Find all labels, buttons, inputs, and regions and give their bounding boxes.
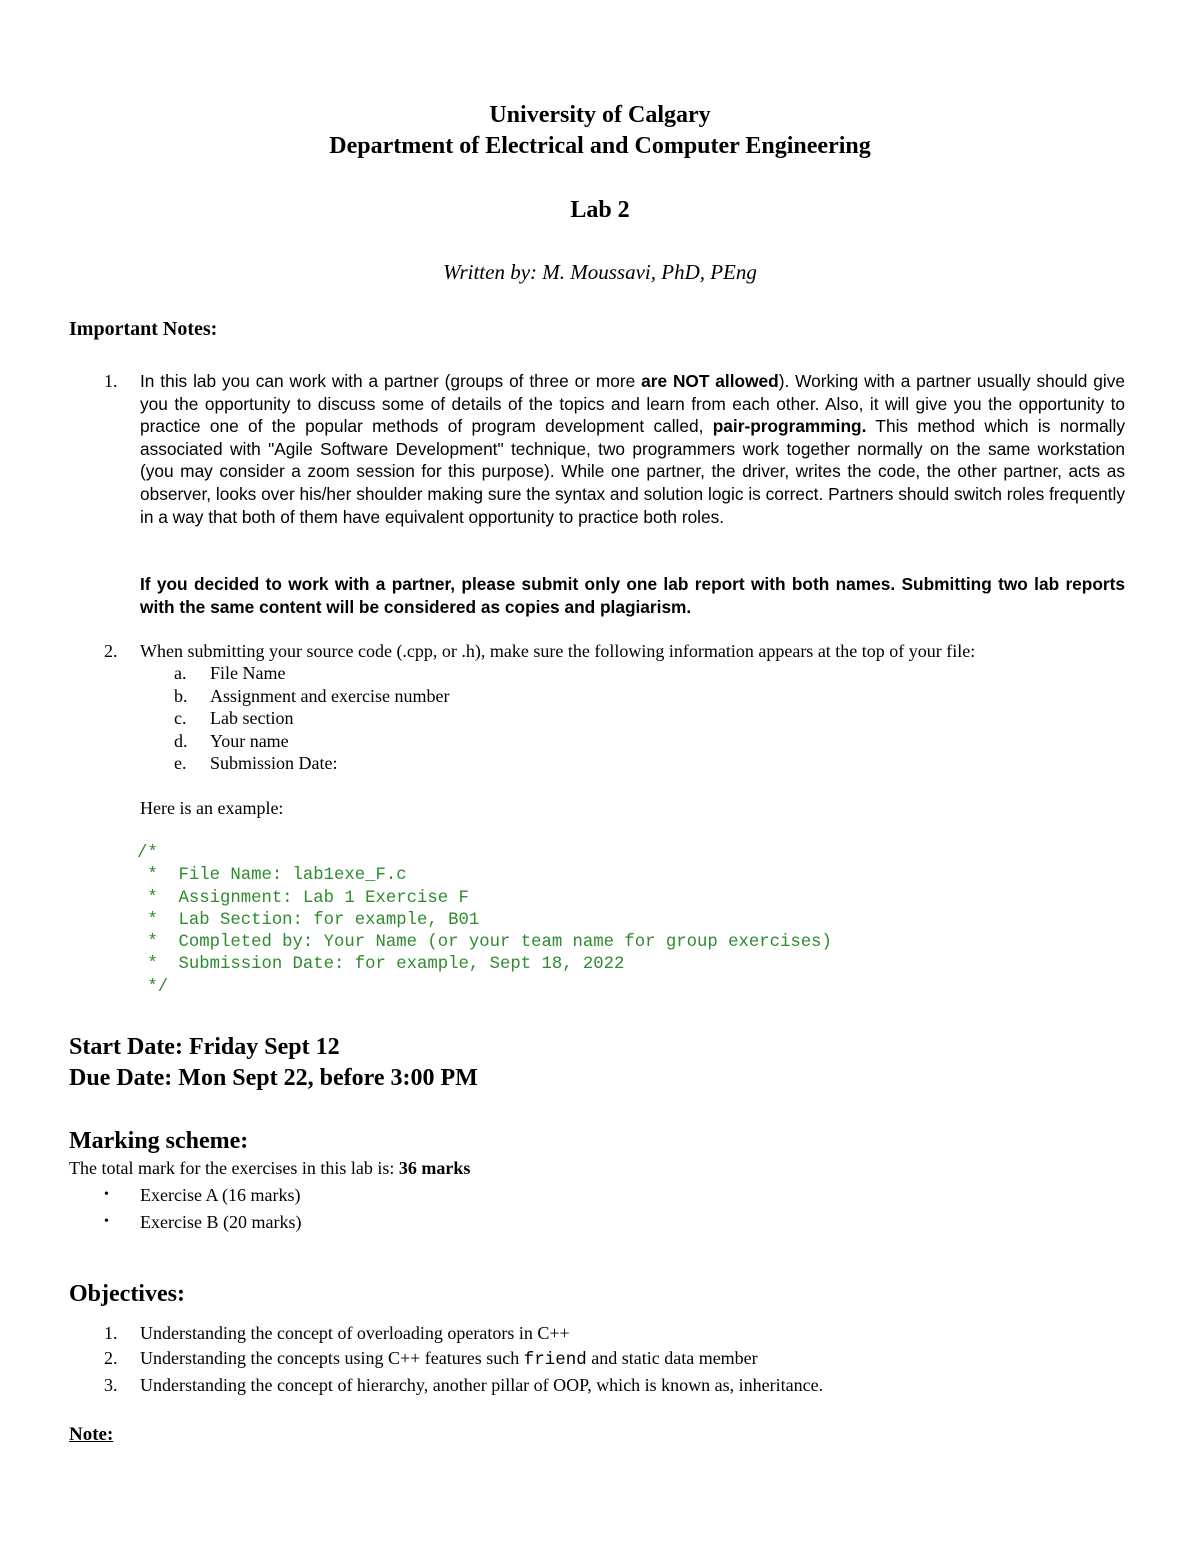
code-line: */ xyxy=(137,977,169,997)
author-line: Written by: M. Moussavi, PhD, PEng xyxy=(443,260,757,284)
objectives-heading: Objectives: xyxy=(69,1281,185,1307)
total-mark-line xyxy=(69,1158,470,1179)
objective-1-number: 1. xyxy=(104,1323,118,1343)
start-date: Start Date: Friday Sept 12 xyxy=(69,1034,340,1060)
note-label: Note: xyxy=(69,1424,114,1445)
objective-3-number: 3. xyxy=(104,1375,118,1395)
bullet-icon: • xyxy=(104,1214,109,1229)
note-1-bold-a: are NOT allowed xyxy=(641,371,779,391)
note-1-bold-b: pair-programming. xyxy=(712,416,867,437)
objective-1-text: Understanding the concept of overloading operators in C++ xyxy=(140,1323,570,1343)
friend-keyword: friend xyxy=(523,1350,587,1370)
objective-3-text: Understanding the concept of hierarchy, another pillar of OOP, which is known as, inheritance. xyxy=(140,1375,824,1395)
due-date: Due Date: Mon Sept 22, before 3:00 PM xyxy=(69,1065,478,1091)
code-line: * Completed by: Your Name (or your team name for group exercises) xyxy=(137,933,832,953)
total-mark-value: 36 marks xyxy=(398,1158,471,1178)
note-2-number: 2. xyxy=(104,641,118,661)
code-line: * Submission Date: for example, Sept 18, 2022 xyxy=(137,955,625,975)
lab-title: Lab 2 xyxy=(570,197,630,223)
important-notes-heading: Important Notes: xyxy=(69,318,218,340)
code-example-block xyxy=(137,843,832,999)
objective-2-text: Understanding the concepts using C++ features such friend and static data member xyxy=(140,1348,758,1370)
note-1-text-a: In this lab you can work with a partner (groups of three or more xyxy=(140,371,642,391)
note-1-paragraph xyxy=(140,370,1125,528)
example-intro: Here is an example: xyxy=(140,798,284,818)
bullet-icon: • xyxy=(104,1187,109,1202)
marking-scheme-heading: Marking scheme: xyxy=(69,1128,249,1154)
note-1-text-b: ). Working with a partner usually should give you the opportunity to discuss some of details of the topics and learn from each other. Also, it will give you the opportunity to practice one of the popular methods of program development called, xyxy=(140,371,1125,437)
objective-2-number: 2. xyxy=(104,1348,118,1368)
department-title: Department of Electrical and Computer Engineering xyxy=(329,133,871,159)
note-2-intro: When submitting your source code (.cpp, or .h), make sure the following information appears at the top of your file: xyxy=(140,641,976,661)
code-line: * Lab Section: for example, B01 xyxy=(137,910,480,930)
total-mark-prefix: The total mark for the exercises in this lab is: xyxy=(69,1158,399,1178)
note-1-text-c: This method which is normally associated with "Agile Software Development" technique, two programmers work together normally on the same workstation (you may consider a zoom session for this purpose). While one partner, the driver, writes the code, the other partner, acts as observer, looks over his/her shoulder making sure the syntax and solution logic is correct. Partners should switch roles frequently in a way that both of them have equivalent opportunity to practice both roles. xyxy=(140,416,1125,527)
document-page: University of Calgary Department of Electrical and Computer Engineering Lab 2 Written by: M. Moussavi, PhD, PEng Important Notes: 1. In this lab you can work with a partner (groups of three or more are NOT allowed). Working with a partner usually should give you the opportunity to discuss some of details of the topics and learn from each other. Also, it will give you the opportunity to practice one of the popular methods of program development called, pair-programming. This method which is normally associated with "Agile Software Development" technique, two programmers work together normally on the same workstation (you may consider a zoom session for this purpose). While one partner, the driver, writes the code, the other partner, acts as observer, looks over his/her shoulder making sure the syntax and solution logic is correct. Partners should switch roles frequently in a way that both of them have equivalent opportunity to practice both roles. If you decided to work with a partner, please submit only one lab report with both names. Submitting two lab reports with the same content will be considered as copies and plagiarism. 2. When submitting your source code (.cpp, or .h), make sure the following information appears at the top of your file: a. File Name b. Assignment and exercise number c. Lab section d. Your name e. Submission Date: Here is an example: /* * File Name: lab1exe_F.c * Assignment: Lab 1 Exercise F * Lab Section: for example, B01 * Completed by: Your Name (or your team name for group exercises) * Submission Date: for example, Sept 18, 2022 */ Start Date: Friday Sept 12 Due Date: Mon Sept 22, before 3:00 PM Marking scheme: The total mark for the exercises in this lab is: 36 marks • Exercise A (16 marks) • Exercise B (20 marks) Objectives: 1. Understanding the concept of overloading operators in C++ 2. Understanding the concepts using C++ features such friend and static data member 3. Understanding the concept of hierarchy, another pillar of OOP, which is known as, inheritance. Note: xyxy=(0,0,1200,1553)
marking-item-b: Exercise B (20 marks) xyxy=(140,1212,302,1232)
code-line: * Assignment: Lab 1 Exercise F xyxy=(137,888,469,908)
code-line: /* xyxy=(137,844,158,863)
code-line: * File Name: lab1exe_F.c xyxy=(137,866,407,886)
university-title: University of Calgary xyxy=(489,102,711,128)
note-1-number: 1. xyxy=(104,371,118,391)
partner-warning: If you decided to work with a partner, please submit only one lab report with both names. Submitting two lab reports with the same content will be considered as copies and plagiarism. xyxy=(140,574,1125,617)
marking-item-a: Exercise A (16 marks) xyxy=(140,1185,301,1205)
